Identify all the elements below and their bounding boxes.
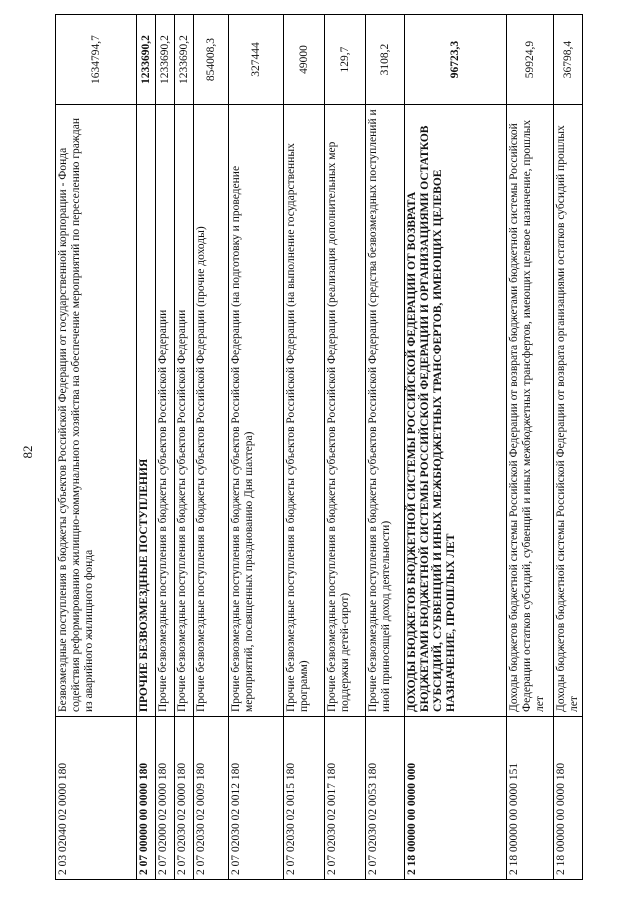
description-cell: Доходы бюджетов бюджетной системы Российской Федерации от возврата организациями остатков субсидий прошлых лет	[554, 105, 583, 717]
page-number: 82	[20, 445, 35, 459]
description-cell: Прочие безвозмездные поступления в бюджеты субъектов Российской Федерации (реализация дополнительных мер поддержки детей-сирот)	[325, 105, 366, 717]
table-row	[554, 15, 583, 880]
description-cell: ДОХОДЫ БЮДЖЕТОВ БЮДЖЕТНОЙ СИСТЕМЫ РОССИЙСКОЙ ФЕДЕРАЦИИ ОТ ВОЗВРАТА БЮДЖЕТАМИ БЮДЖЕТНОЙ СИСТЕМЫ РОССИЙСКОЙ ФЕДЕРАЦИИ И ОРГАНИЗАЦИЯМИ ОСТАТКОВ СУБСИДИЙ, СУБВЕНЦИЙ И ИНЫХ МЕЖБЮДЖЕТНЫХ ТРАНСФЕРТОВ, ИМЕЮЩИХ ЦЕЛЕВОЕ НАЗНАЧЕНИЕ, ПРОШЛЫХ ЛЕТ	[405, 105, 507, 717]
budget-code-cell: 2 07 02030 02 0017 180	[325, 717, 366, 880]
amount-cell: 49000	[284, 15, 325, 105]
amount-cell: 1634794,7	[56, 15, 137, 105]
table-body	[56, 15, 583, 880]
table-row	[194, 15, 229, 880]
description-cell: Прочие безвозмездные поступления в бюджеты субъектов Российской Федерации	[156, 105, 175, 717]
amount-cell: 3108,2	[366, 15, 405, 105]
table-row	[137, 15, 156, 880]
description-cell: Безвозмездные поступления в бюджеты субъектов Российской Федерации от государственной корпорации - Фонда содействия реформированию жилищно-коммунального хозяйства на обеспечение мероприятий по переселению граждан из аварийного жилищного фонда	[56, 105, 137, 717]
amount-cell: 59924,9	[507, 15, 554, 105]
budget-code-cell: 2 07 02030 02 0053 180	[366, 717, 405, 880]
budget-code-cell: 2 18 00000 00 0000 000	[405, 717, 507, 880]
amount-cell: 327444	[229, 15, 284, 105]
budget-code-cell: 2 07 02000 02 0000 180	[156, 717, 175, 880]
budget-code-cell: 2 07 02030 02 0015 180	[284, 717, 325, 880]
description-cell: ПРОЧИЕ БЕЗВОЗМЕЗДНЫЕ ПОСТУПЛЕНИЯ	[137, 105, 156, 717]
table-row	[366, 15, 405, 880]
amount-cell: 1233690,2	[175, 15, 194, 105]
description-cell: Прочие безвозмездные поступления в бюджеты субъектов Российской Федерации (прочие доходы)	[194, 105, 229, 717]
table-row	[405, 15, 507, 880]
amount-cell: 36798,4	[554, 15, 583, 105]
budget-code-cell: 2 07 02030 02 0000 180	[175, 717, 194, 880]
budget-code-cell: 2 07 02030 02 0012 180	[229, 717, 284, 880]
amount-cell: 854008,3	[194, 15, 229, 105]
budget-table-container	[55, 15, 580, 880]
amount-cell: 1233690,2	[137, 15, 156, 105]
table-row	[284, 15, 325, 880]
budget-code-cell: 2 07 02030 02 0009 180	[194, 717, 229, 880]
budget-code-cell: 2 07 00000 00 0000 180	[137, 717, 156, 880]
table-row	[325, 15, 366, 880]
amount-cell: 129,7	[325, 15, 366, 105]
budget-revenue-table	[55, 14, 583, 880]
budget-code-cell: 2 18 00000 00 0000 180	[554, 717, 583, 880]
amount-cell: 96723,3	[405, 15, 507, 105]
description-cell: Прочие безвозмездные поступления в бюджеты субъектов Российской Федерации	[175, 105, 194, 717]
description-cell: Прочие безвозмездные поступления в бюджеты субъектов Российской Федерации (на выполнение государственных программ)	[284, 105, 325, 717]
table-row	[175, 15, 194, 880]
budget-code-cell: 2 18 00000 00 0000 151	[507, 717, 554, 880]
description-cell: Доходы бюджетов бюджетной системы Российской Федерации от возврата бюджетами бюджетной системы Российской Федерации остатков субсидий, субвенций и иных межбюджетных трансфертов, имеющих целевое назначение, прошлых лет	[507, 105, 554, 717]
description-cell: Прочие безвозмездные поступления в бюджеты субъектов Российской Федерации (средства безвозмездных поступлений и иной приносящей доход деятельности)	[366, 105, 405, 717]
table-row	[507, 15, 554, 880]
table-row	[56, 15, 137, 880]
amount-cell: 1233690,2	[156, 15, 175, 105]
description-cell: Прочие безвозмездные поступления в бюджеты субъектов Российской Федерации (на подготовку и проведение мероприятий, посвященных празднованию Дня шахтера)	[229, 105, 284, 717]
table-row	[229, 15, 284, 880]
budget-code-cell: 2 03 02040 02 0000 180	[56, 717, 137, 880]
table-row	[156, 15, 175, 880]
